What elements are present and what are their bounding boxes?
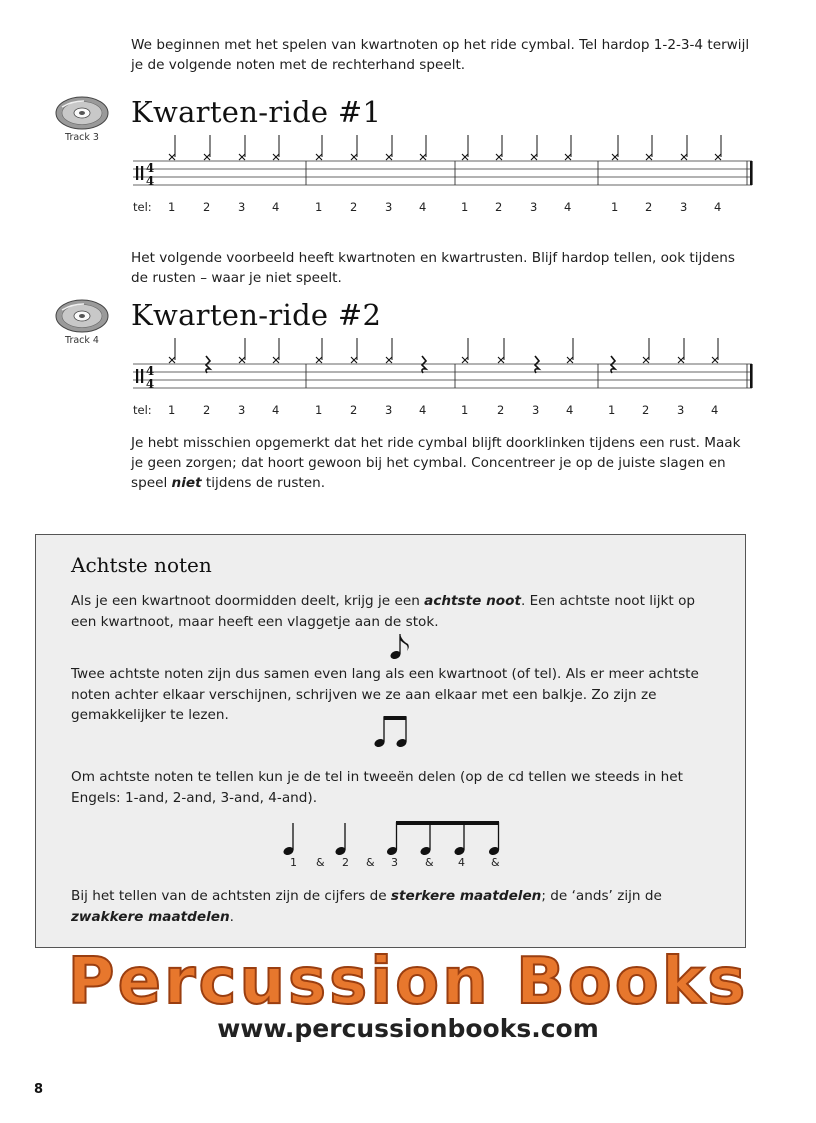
quarter-rest [611,356,615,373]
exercise-title: Kwarten-ride #2 [131,298,382,332]
cymbal-note [351,338,357,363]
count-number: 4 [711,403,719,417]
cymbal-paragraph [131,433,756,493]
cymbal-note [169,338,175,363]
eighth-count-label: & [425,856,434,869]
count-number: 3 [532,403,540,417]
count-label: tel: [133,200,152,214]
cymbal-note [712,338,718,363]
eighth-count-label: & [491,856,500,869]
count-number: 3 [238,403,246,417]
count-number: 3 [680,200,688,214]
quarter-rest [422,356,426,373]
cymbal-text: Je hebt misschien opgemerkt dat het ride cymbal blijft doorklinken tijdens een rust. Maak je geen zorgen; dat hoort gewoon bij het cymbal. Concentreer je op de juiste slagen en speel niet tijdens de rusten. [131,435,741,491]
count-number: 2 [495,200,503,214]
count-number: 4 [419,403,427,417]
page-number: 8 [34,1082,44,1097]
quarter-rest [535,356,539,373]
intro-text: We beginnen met het spelen van kwartnoten op het ride cymbal. Tel hardop 1-2-3-4 terwijl je de volgende noten met de rechterhand speelt. [131,37,750,73]
cymbal-note [273,338,279,363]
box-paragraph-2: Twee achtste noten zijn dus samen even lang als een kwartnoot (of tel). Als er meer achtste noten achter elkaar verschijnen, schrijven we ze aan elkaar met een balkje. Zo zijn ze gemakkelijker te lezen. [71,666,699,723]
svg-text:4: 4 [145,174,155,188]
percussion-clef [136,369,138,383]
eighth-count-label: 1 [290,856,297,869]
rests-text: Het volgende voorbeeld heeft kwartnoten en kwartrusten. Blijf hardop tellen, ook tijdens de rusten – waar je niet speelt. [131,250,735,286]
brand-watermark: Percussion Books [67,945,749,1019]
cymbal-note [316,338,322,363]
time-signature: 4 [145,161,155,175]
count-number: 2 [350,200,358,214]
eighth-note-icon [387,631,411,661]
counting-notation [276,819,506,859]
eighth-count-label: 4 [458,856,465,869]
count-number: 2 [645,200,653,214]
count-label: tel: [133,403,152,417]
count-number: 3 [238,200,246,214]
count-number: 4 [564,200,572,214]
svg-text:4: 4 [145,377,155,391]
count-number: 4 [272,403,280,417]
count-number: 1 [611,200,619,214]
box-paragraph-4: Bij het tellen van de achtsten zijn de cijfers de sterkere maatdelen; de ‘ands’ zijn de zwakkere maatdelen. [71,888,662,925]
count-number: 1 [315,403,323,417]
count-number: 1 [461,200,469,214]
count-number: 4 [566,403,574,417]
count-number: 3 [530,200,538,214]
count-number: 2 [497,403,505,417]
time-signature: 4 [145,364,155,378]
cymbal-note [567,338,573,363]
info-box-eighth-notes [35,534,746,948]
count-number: 1 [461,403,469,417]
cymbal-note [643,338,649,363]
count-number: 1 [168,200,176,214]
cymbal-note [678,338,684,363]
cymbal-note [239,338,245,363]
cymbal-note [462,338,468,363]
count-number: 4 [272,200,280,214]
count-number: 2 [350,403,358,417]
eighth-count-label: 3 [391,856,398,869]
cymbal-note [498,338,504,363]
eighth-count-label: & [316,856,325,869]
brand-url[interactable]: www.percussionbooks.com [217,1014,599,1043]
count-number: 2 [203,403,211,417]
count-number: 3 [385,403,393,417]
count-number: 1 [168,403,176,417]
box-title: Achtste noten [71,553,212,577]
beamed-eighth-notes-icon [368,713,416,751]
track-label: Track 3 [65,132,99,143]
eighth-count-label: & [366,856,375,869]
count-number: 2 [642,403,650,417]
count-number: 4 [419,200,427,214]
staff-exercise-2 [0,0,816,440]
box-paragraph-1: Als je een kwartnoot doormidden deelt, krijg je een achtste noot. Een achtste noot lijkt op een kwartnoot, maar heeft een vlaggetje aan de stok. [71,593,696,630]
count-number: 3 [385,200,393,214]
quarter-rest [206,356,210,373]
count-number: 2 [203,200,211,214]
count-number: 3 [677,403,685,417]
count-number: 1 [608,403,616,417]
count-number: 4 [714,200,722,214]
eighth-count-label: 2 [342,856,349,869]
box-paragraph-3: Om achtste noten te tellen kun je de tel in tweeën delen (op de cd tellen we steeds in het Engels: 1-and, 2-and, 3-and, 4-and). [71,769,683,806]
cymbal-note [386,338,392,363]
exercise-title: Kwarten-ride #1 [131,95,382,129]
track-label: Track 4 [65,335,99,346]
count-number: 1 [315,200,323,214]
